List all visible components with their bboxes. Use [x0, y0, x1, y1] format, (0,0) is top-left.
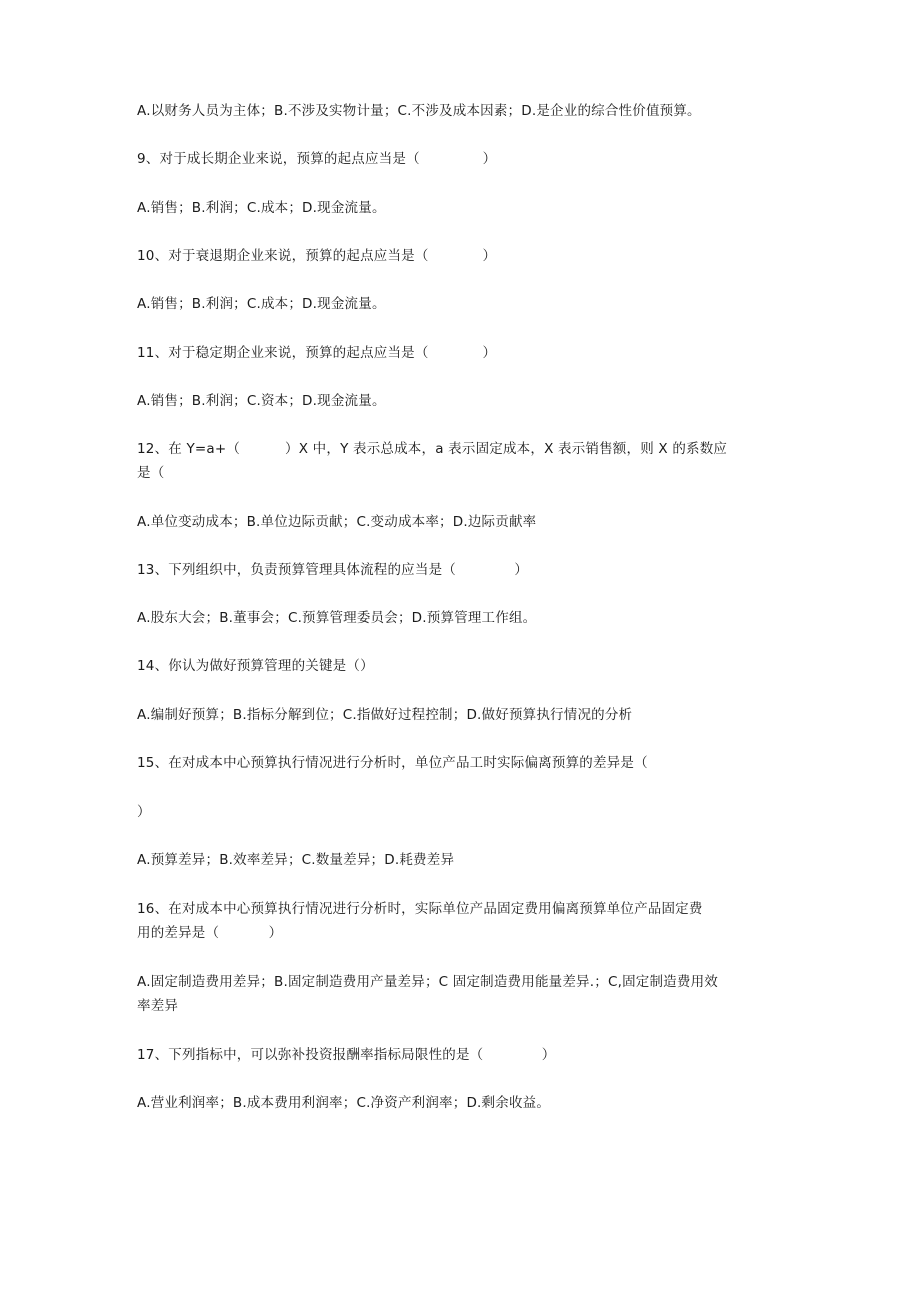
q16-question-cont: 用的差异是（ ）: [137, 925, 283, 941]
q13-options: A.股东大会；B.董事会；C.预算管理委员会；D.预算管理工作组。: [137, 610, 537, 626]
q17-question: 17、下列指标中，可以弥补投资报酬率指标局限性的是（ ）: [137, 1047, 556, 1063]
q8-options: A.以财务人员为主体；B.不涉及实物计量；C.不涉及成本因素；D.是企业的综合性价值预算。: [137, 103, 701, 119]
q17-options: A.营业利润率；B.成本费用利润率；C.净资产利润率；D.剩余收益。: [137, 1095, 551, 1111]
q10-options: A.销售；B.利润；C.成本；D.现金流量。: [137, 296, 386, 312]
q14-question: 14、你认为做好预算管理的关键是（）: [137, 658, 374, 674]
q16-options-cont: 率差异: [137, 998, 179, 1014]
q10-question: 10、对于衰退期企业来说，预算的起点应当是（ ）: [137, 248, 497, 264]
q15-question: 15、在对成本中心预算执行情况进行分析时，单位产品工时实际偏离预算的差异是（: [137, 755, 648, 771]
q15-question-cont: ）: [137, 804, 151, 820]
q16-options: A.固定制造费用差异；B.固定制造费用产量差异；C 固定制造费用能量差异.；C,固定制造费用效: [137, 974, 718, 990]
q9-options: A.销售；B.利润；C.成本；D.现金流量。: [137, 200, 386, 216]
q12-options: A.单位变动成本；B.单位边际贡献；C.变动成本率；D.边际贡献率: [137, 514, 537, 530]
q11-options: A.销售；B.利润；C.资本；D.现金流量。: [137, 393, 386, 409]
q14-options: A.编制好预算；B.指标分解到位；C.指做好过程控制；D.做好预算执行情况的分析: [137, 707, 633, 723]
q15-options: A.预算差异；B.效率差异；C.数量差异；D.耗费差异: [137, 852, 455, 868]
q12-question-cont: 是（: [137, 465, 165, 481]
q11-question: 11、对于稳定期企业来说，预算的起点应当是（ ）: [137, 345, 497, 361]
q16-question: 16、在对成本中心预算执行情况进行分析时，实际单位产品固定费用偏离预算单位产品固定费: [137, 901, 703, 917]
q13-question: 13、下列组织中，负责预算管理具体流程的应当是（ ）: [137, 562, 529, 578]
q9-question: 9、对于成长期企业来说，预算的起点应当是（ ）: [137, 151, 497, 167]
q12-question: 12、在 Y=a+（ ）X 中，Y 表示总成本，a 表示固定成本，X 表示销售额，则 X 的系数应: [137, 441, 728, 457]
